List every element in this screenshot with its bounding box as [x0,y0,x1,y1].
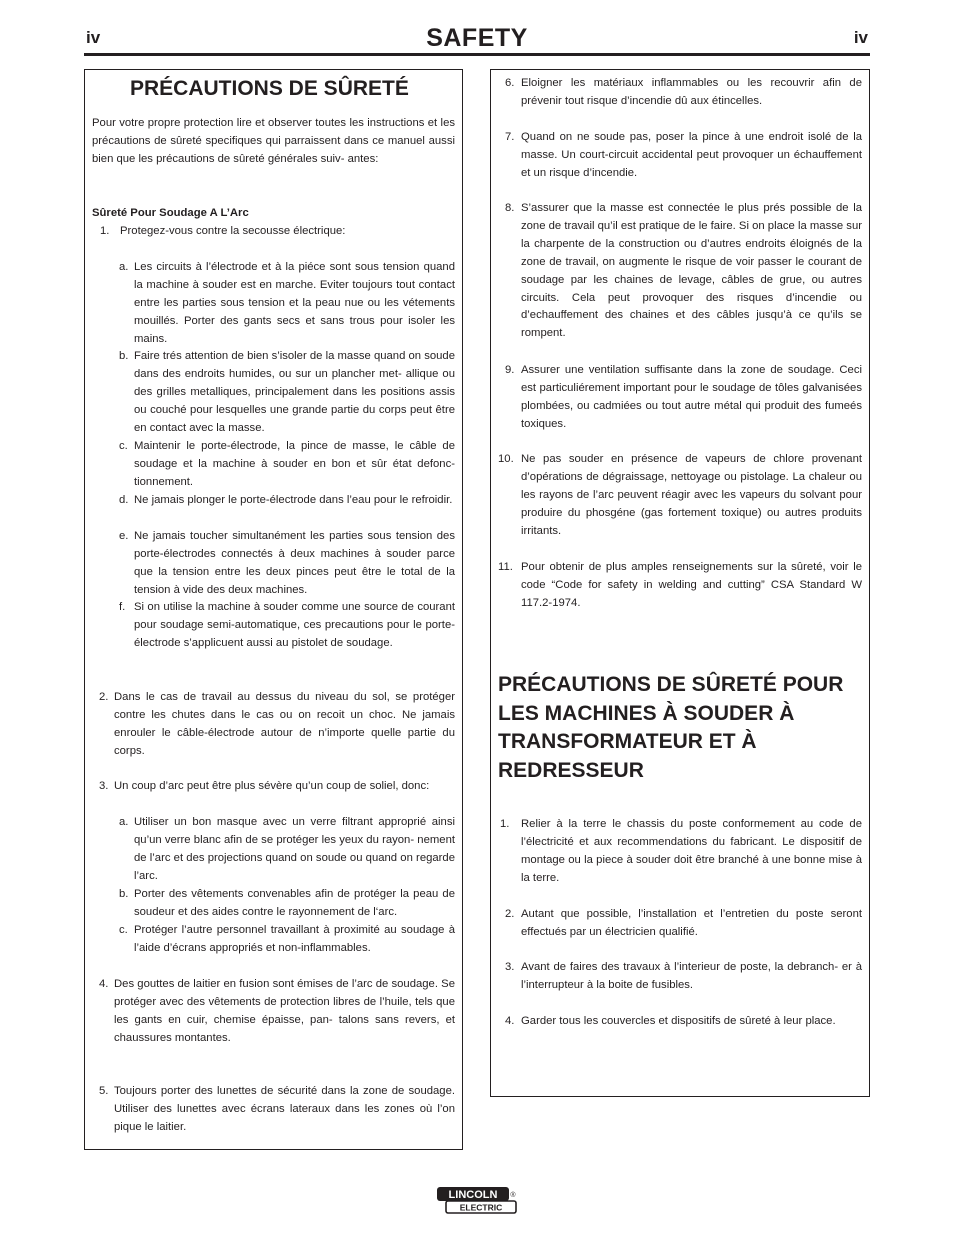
item-number: 3. [99,780,109,792]
item-number: 9. [505,364,515,376]
subitem-text: Faire trés attention de bien s’isoler de la masse quand on soude dans des endroits humides, ou sur un plancher met- allique ou des grilles metalliques, principalement dans les positions assis ou couché pour lesquelles une grande partie du corps peut être en contact avec la masse. [134,350,455,434]
list-item [99,778,455,796]
list-item [100,223,455,241]
list-item [505,200,862,343]
item-text: Garder tous les couvercles et dispositifs de sûreté à leur place. [521,1015,836,1027]
item-number: 4. [505,1015,515,1027]
list-item [505,906,862,942]
item-number: 5. [99,1085,109,1097]
title-line: PRÉCAUTIONS DE SÛRETÉ POUR [498,673,844,696]
title-line: LES MACHINES À SOUDER À [498,701,795,725]
item-text: Protegez-vous contre la secousse électrique: [120,225,346,237]
list-item [505,1013,862,1031]
left-section-title: PRÉCAUTIONS DE SÛRETÉ [130,77,409,100]
item-number: 4. [99,978,109,990]
title-line: REDRESSEUR [498,758,644,782]
page-title: SAFETY [426,24,528,52]
subitem-letter: f. [119,601,126,613]
list-subitem [119,259,455,349]
subitem-text: Ne jamais toucher simultanément les parties sous tension des porte-électrodes connectés à deux machines à souder parce que la tension entre les deux pinces peut être le total de la tension à vide des deux machines. [134,530,455,596]
intro-paragraph: Pour votre propre protection lire et observer toutes les instructions et les précautions de sûreté specifiques qui parraissent dans ce manuel aussi bien que les précautions de sûreté générales suiv- antes: [92,117,455,165]
title-line: TRANSFORMATEUR ET À [498,730,757,753]
item-text: Pour obtenir de plus amples renseignements sur la sûreté, voir le code “Code for safety in welding and cutting” CSA Standard W 117.2-1974. [521,561,862,609]
item-text: S’assurer que la masse est connectée le plus prés possible de la zone de travail qu’il est pratique de le faire. Si on place la masse sur la charpente de la construction ou d’autres endroits éloignés de la zone de travail, on augmente le risque de voir passer le courant de soudage par les chaines de levage, câbles de grue, ou autres circuits. Cela peut provoquer des risques d’incendie ou d’echauffement des chaines et des câbles jusqu’à ce qu’ils se rompent. [521,202,862,340]
item-text: Des gouttes de laitier en fusion sont émises de l’arc de soudage. Se protéger avec des vêtements de protection libres de l’huile, tels que les gants en cuir, chemise épaisse, pan- talons sans revers, et chaussures montantes. [114,978,455,1044]
subitem-text: Les circuits à l’électrode et à la piéce sont sous tension quand la machine à souder est en marche. Eviter toujours tout contact entre les parties sous tension et la peau nue ou les vétements mouillés. Porter des gants secs et sans trous pour isoler les mains. [134,261,455,345]
subitem-letter: d. [119,494,129,506]
subitem-text: Si on utilise la machine à souder comme une source de courant pour soudage semi-automatique, ces precautions pour le porte-électrode s’applicuent aussi au pistolet de soudage. [134,601,455,649]
list-item [498,451,862,541]
list-item [505,362,862,434]
list-item [505,959,862,995]
list-item [99,1083,455,1137]
item-number: 8. [505,202,515,214]
arc-welding-subhead: Sûreté Pour Soudage A L’Arc [92,207,249,219]
header-rule [84,53,870,56]
item-text: Relier à la terre le chassis du poste conformement au code de l’électricité et aux recommendations du fabricant. Le dispositif de montage ou la piece à souder doit être branché à une bonne mise à la terre. [521,818,862,884]
subitem-letter: c. [119,440,128,452]
item-text: Assurer une ventilation suffisante dans la zone de soudage. Ceci est particuliérement important pour le soudage de tôles galvanisées plombées, ou cadmiées ou tout autre métal qui produit des fumeés toxiques. [521,364,862,430]
item-text: Un coup d’arc peut être plus sévère qu’un coup de soliel, donc: [114,780,430,792]
item-number: 2. [505,908,515,920]
page-number-left: iv [86,28,101,47]
item-text: Eloigner les matériaux inflammables ou les recouvrir afin de prévenir tout risque d’incendie dû aux étincelles. [521,77,862,107]
list-item [500,816,862,888]
item-text: Avant de faires des travaux à l’interieur de poste, la debranch- er à l’interrupteur à la boite de fusibles. [521,961,862,991]
subitem-letter: c. [119,924,128,936]
subitem-letter: a. [119,261,129,273]
subitem-letter: e. [119,530,129,542]
list-item [505,129,862,183]
item-number: 3. [505,961,515,973]
list-subitem [119,492,455,510]
list-subitem [119,438,455,492]
subitem-text: Utiliser un bon masque avec un verre filtrant approprié ainsi qu’un verre blanc afin de se protéger les yeux du rayon- nement de l’arc et des projections quand on soude ou quand on regarde l’arc. [134,816,455,882]
item-number: 6. [505,77,515,89]
subitem-letter: b. [119,350,129,362]
subitem-text: Porter des vêtements convenables afin de protéger la peau de soudeur et des aides contre le rayonnement de l‘arc. [134,888,455,918]
item-text: Quand on ne soude pas, poser la pince à une endroit isolé de la masse. Un court-circuit accidental peut provoquer un échauffement et un risque d’incendie. [521,131,862,179]
logo-top-text: LINCOLN [448,1189,498,1201]
page-number-right: iv [853,28,868,47]
item-number: 1. [100,225,110,237]
logo-registered-mark: ® [510,1192,516,1199]
item-text: Toujours porter des lunettes de sécurité dans la zone de soudage. Utiliser des lunettes avec écrans lateraux dans les zones où l’on pique le laitier. [114,1085,455,1133]
transformer-section-title [498,671,843,785]
subitem-letter: a. [119,816,129,828]
item-number: 1. [500,818,510,830]
item-text: Dans le cas de travail au dessus du niveau du sol, se protéger contre les chutes dans le cas ou on recoit un choc. Ne jamais enrouler le câble-électrode autour de n’importe quelle partie du corps. [114,691,455,757]
list-subitem [119,814,455,886]
list-item [505,75,862,111]
list-subitem [119,922,455,958]
list-subitem [119,528,455,600]
logo-bottom-text: ELECTRIC [459,1202,503,1213]
subitem-text: Ne jamais plonger le porte-électrode dans l’eau pour le refroidir. [134,494,453,506]
item-text: Ne pas souder en présence de vapeurs de chlore provenant d’opérations de dégraissage, nettoyage ou pistolage. La chaleur ou les rayons de l’arc peuvent réagir avec les vapeurs du solvant pour produire du phosgéne (gas fortement toxique) ou autres produits irritants. [521,453,862,537]
list-subitem [119,886,455,922]
item-number: 11. [498,561,513,573]
item-number: 2. [99,691,109,703]
item-number: 10. [498,453,514,465]
lincoln-electric-logo [436,1186,518,1214]
subitem-text: Maintenir le porte-électrode, la pince de masse, le câble de soudage et la machine à souder en bon et sûr état defonc- tionnement. [134,440,455,488]
list-item [498,559,862,613]
item-number: 7. [505,131,515,143]
subitem-letter: b. [119,888,129,900]
list-subitem [119,599,455,653]
list-subitem [119,348,455,438]
item-text: Autant que possible, l’installation et l’entretien du poste seront effectués par un électricien qualifié. [521,908,862,938]
list-item [99,689,455,761]
subitem-text: Protéger l’autre personnel travaillant à proximité au soudage à l’aide d’écrans appropriés et non-inflammables. [134,924,455,954]
list-item [99,976,455,1048]
